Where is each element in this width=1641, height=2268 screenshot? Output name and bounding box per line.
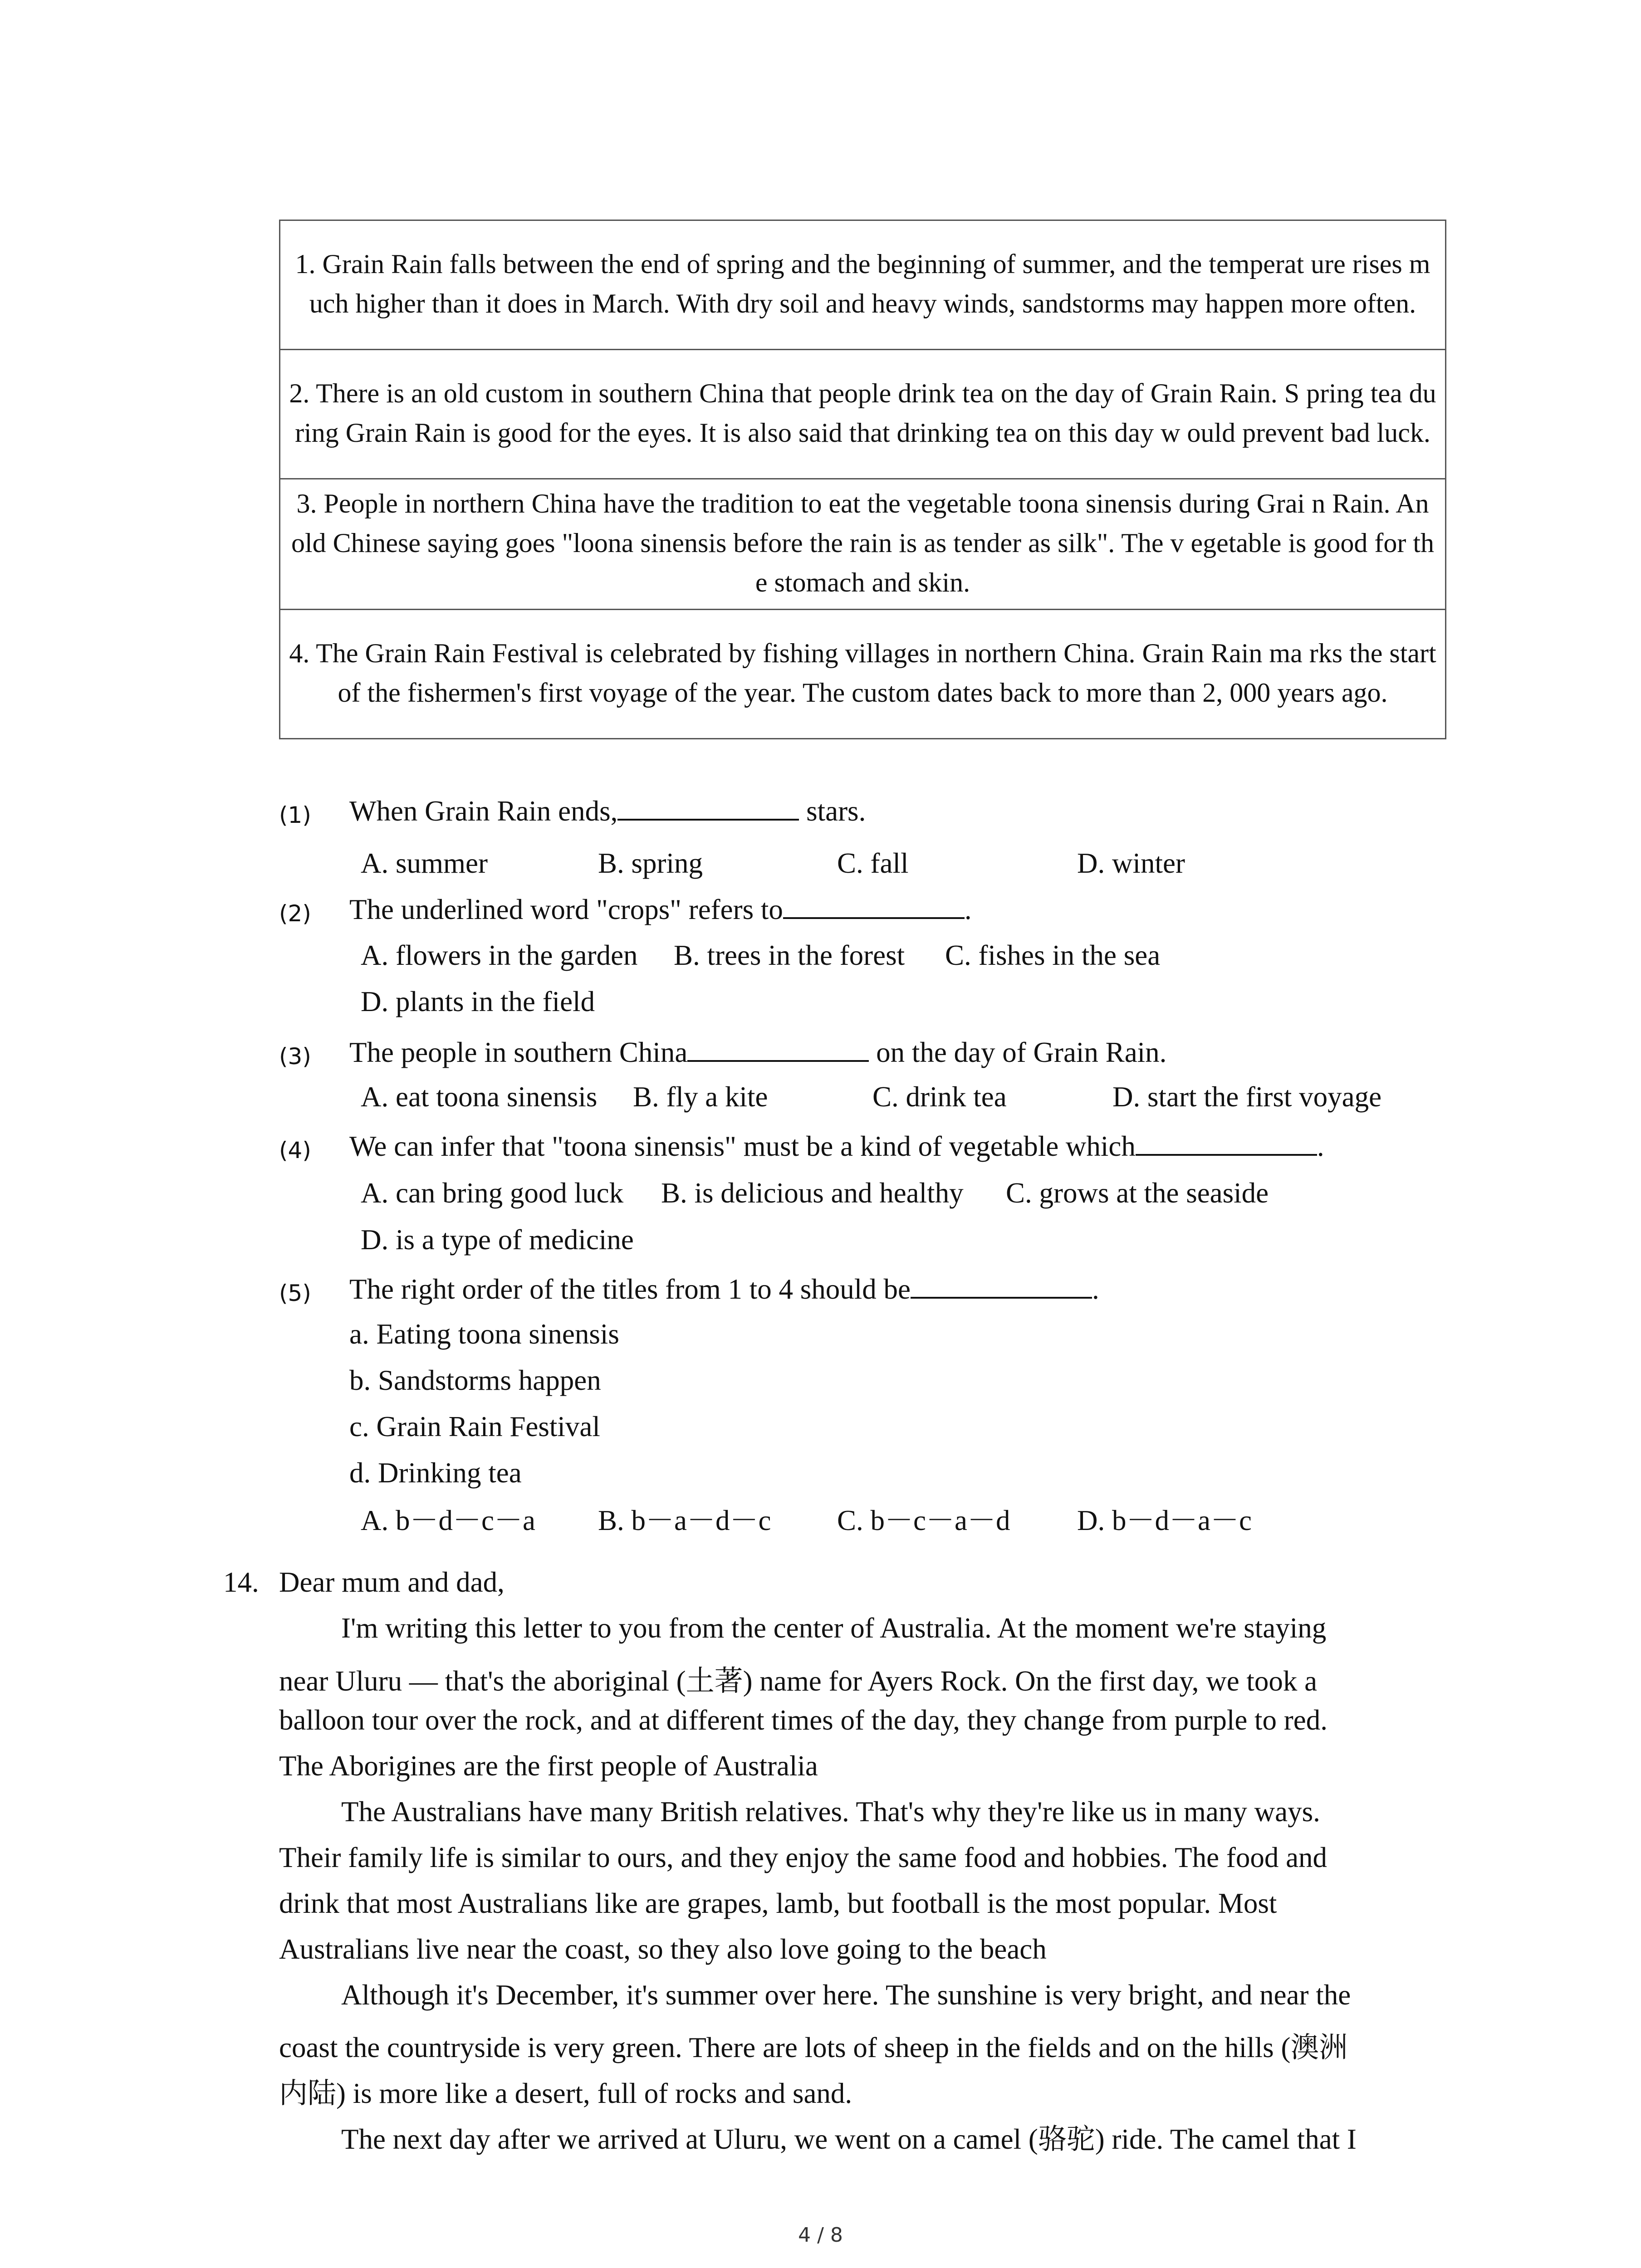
title-item: a. Eating toona sinensis xyxy=(349,1318,619,1350)
option-b: B. is delicious and healthy xyxy=(661,1177,964,1209)
letter-line: balloon tour over the rock, and at different times of the day, they change from purple to red. xyxy=(279,1704,1327,1736)
passage-paragraph-1: 1. Grain Rain falls between the end of spring and the beginning of summer, and the temperat ure rises much higher than it does in March. With dry soil and heavy winds, sandstorms may happen more often. xyxy=(280,220,1446,350)
letter-line: Australians live near the coast, so they also love going to the beach xyxy=(279,1933,1047,1965)
option-c: C. grows at the seaside xyxy=(1006,1177,1269,1209)
question-stem: We can infer that "toona sinensis" must be a kind of vegetable which . xyxy=(349,1124,1324,1169)
letter-line: drink that most Australians like are grapes, lamb, but football is the most popular. Most xyxy=(279,1887,1277,1919)
question-number: (1) xyxy=(279,802,311,828)
option-c: C. b－c－a－d xyxy=(837,1505,1010,1536)
question-number: (5) xyxy=(279,1280,311,1306)
page-number: 4 / 8 xyxy=(798,2224,843,2247)
option-a: A. can bring good luck xyxy=(361,1177,624,1209)
question-number: (4) xyxy=(279,1137,311,1163)
question-number: (3) xyxy=(279,1043,311,1070)
option-d: D. is a type of medicine xyxy=(361,1224,634,1256)
letter-greeting: Dear mum and dad, xyxy=(279,1566,505,1598)
answer-blank xyxy=(1136,1127,1317,1156)
letter-line: 内陆) is more like a desert, full of rocks and sand. xyxy=(279,2077,852,2109)
question-14-number: 14. xyxy=(223,1566,259,1598)
letter-line: near Uluru — that's the aboriginal (土著) name for Ayers Rock. On the first day, we took a xyxy=(279,1665,1318,1697)
answer-blank xyxy=(783,890,965,919)
option-c: C. drink tea xyxy=(872,1081,1007,1113)
letter-line: Although it's December, it's summer over here. The sunshine is very bright, and near the xyxy=(341,1979,1351,2011)
title-item: d. Drinking tea xyxy=(349,1457,522,1489)
question-stem: The people in southern China on the day of Grain Rain. xyxy=(349,1030,1166,1075)
letter-line: The Australians have many British relatives. That's why they're like us in many ways. xyxy=(341,1796,1320,1828)
answer-blank xyxy=(617,792,799,821)
option-b: B. b－a－d－c xyxy=(598,1505,771,1536)
letter-line: The next day after we arrived at Uluru, we went on a camel (骆驼) ride. The camel that I xyxy=(341,2123,1357,2155)
option-d: D. plants in the field xyxy=(361,986,595,1017)
question-stem: When Grain Rain ends, stars. xyxy=(349,788,866,834)
option-b: B. trees in the forest xyxy=(674,939,905,971)
option-b: B. fly a kite xyxy=(633,1081,768,1113)
letter-line: coast the countryside is very green. There are lots of sheep in the fields and on the hills (澳洲 xyxy=(279,2032,1348,2063)
passage-paragraph-3: 3. People in northern China have the tradition to eat the vegetable toona sinensis during Grai n Rain. An old Chinese saying goes "loona sinensis before the rain is as tender as silk". The v egetable is good for the stomach and skin. xyxy=(280,479,1446,610)
option-a: A. flowers in the garden xyxy=(361,939,638,971)
option-a: A. b－d－c－a xyxy=(361,1505,535,1536)
passage-table xyxy=(279,220,1446,739)
answer-blank xyxy=(687,1033,869,1062)
option-a: A. eat toona sinensis xyxy=(361,1081,598,1113)
option-b: B. spring xyxy=(598,847,703,879)
option-d: D. start the first voyage xyxy=(1112,1081,1382,1113)
passage-paragraph-4: 4. The Grain Rain Festival is celebrated by fishing villages in northern China. Grain Rain ma rks the start of the fishermen's first voyage of the year. The custom dates back to more than 2, 000 years ago. xyxy=(280,610,1446,739)
letter-line: The Aborigines are the first people of Australia xyxy=(279,1750,818,1782)
letter-line: I'm writing this letter to you from the center of Australia. At the moment we're staying xyxy=(341,1612,1327,1644)
passage-paragraph-2: 2. There is an old custom in southern China that people drink tea on the day of Grain Rain. S pring tea during Grain Rain is good for the eyes. It is also said that drinking tea on this day w ould prevent bad luck. xyxy=(280,350,1446,479)
letter-line: Their family life is similar to ours, and they enjoy the same food and hobbies. The food and xyxy=(279,1842,1327,1873)
question-stem: The right order of the titles from 1 to 4 should be . xyxy=(349,1266,1099,1312)
question-number: (2) xyxy=(279,900,311,927)
option-a: A. summer xyxy=(361,847,488,879)
option-c: C. fall xyxy=(837,847,909,879)
option-d: D. winter xyxy=(1077,847,1185,879)
answer-blank xyxy=(911,1270,1092,1299)
title-item: c. Grain Rain Festival xyxy=(349,1411,600,1442)
question-stem: The underlined word "crops" refers to . xyxy=(349,887,972,932)
title-item: b. Sandstorms happen xyxy=(349,1364,601,1396)
option-d: D. b－d－a－c xyxy=(1077,1505,1252,1536)
option-c: C. fishes in the sea xyxy=(945,939,1161,971)
